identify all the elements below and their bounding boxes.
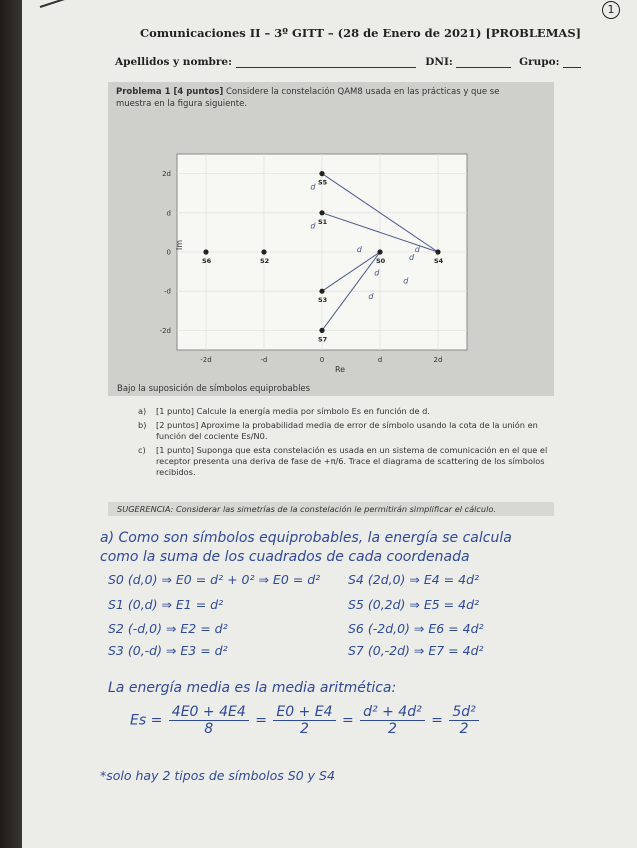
point-label: S6	[202, 257, 212, 265]
y-axis-label: Im	[175, 239, 184, 251]
point-label: S2	[260, 257, 270, 265]
y-tick-label: 2d	[162, 170, 171, 179]
handwritten-intro-2: como la suma de los cuadrados de cada coordenada	[100, 549, 470, 565]
formula-lhs: Es =	[130, 712, 163, 729]
dni-blank	[456, 57, 511, 68]
energy-s1: S1 (0,d) ⇒ E1 = d²	[108, 597, 224, 612]
handwritten-intro-1: a) Como son símbolos equiprobables, la energía se calcula	[100, 530, 512, 546]
problem-header	[116, 86, 536, 110]
mean-energy-formula	[130, 704, 481, 737]
point-label: S0	[376, 257, 386, 265]
energy-s0: S0 (d,0) ⇒ E0 = d² + 0² ⇒ E0 = d²	[108, 572, 321, 587]
problem-items	[138, 406, 558, 481]
energy-s7: S7 (0,-2d) ⇒ E7 = 4d²	[348, 643, 484, 658]
energy-s5: S5 (0,2d) ⇒ E5 = 4d²	[348, 597, 480, 612]
fraction-numerator: 5d²	[449, 704, 478, 721]
fraction-2	[273, 704, 335, 737]
equals-sign: =	[431, 712, 443, 729]
name-label: Apellidos y nombre:	[115, 56, 232, 68]
constellation-point	[319, 171, 324, 176]
item-text: [2 puntos] Aproxime la probabilidad media de error de símbolo usando la cota de la unión en función del cociente Es/N0.	[156, 420, 538, 441]
constellation-point	[203, 249, 208, 254]
x-tick-label: d	[377, 356, 383, 364]
fraction-1	[169, 704, 249, 737]
energy-s4: S4 (2d,0) ⇒ E4 = 4d²	[348, 572, 480, 587]
item-text: [1 punto] Suponga que esta constelación es usada en un sistema de comunicación en el que el receptor presenta una deriva de fase de +π/6. Trace el diagrama de scattering de los símbolos recibidos.	[156, 445, 548, 477]
x-tick-label: -2d	[200, 356, 212, 364]
fraction-numerator: d² + 4d²	[360, 704, 425, 721]
handwritten-d-label: d	[409, 252, 415, 262]
y-tick-label: -d	[164, 287, 171, 296]
constellation-point	[261, 249, 266, 254]
page-number: 1	[602, 1, 620, 19]
item-a	[138, 406, 558, 417]
fraction-4	[449, 704, 478, 737]
x-tick-label: 2d	[433, 356, 443, 364]
group-label: Grupo:	[519, 56, 560, 68]
constellation-point	[377, 249, 382, 254]
constellation-chart	[150, 150, 480, 380]
item-label: b)	[138, 420, 147, 430]
group-blank	[563, 57, 581, 68]
problem-statement: Considere la constelación QAM8 usada en las prácticas y que se muestra en la figura siguiente.	[116, 87, 500, 109]
energy-s2: S2 (-d,0) ⇒ E2 = d²	[108, 621, 228, 636]
constellation-point	[435, 249, 440, 254]
constellation-point	[319, 328, 324, 333]
equals-sign: =	[341, 712, 354, 729]
suggestion-text: SUGERENCIA: Considerar las simetrías de la constelación le permitirán simplificar el cálculo.	[117, 504, 496, 514]
handwritten-d-label: d	[414, 245, 420, 254]
handwritten-footnote: *solo hay 2 tipos de símbolos S0 y S4	[100, 768, 335, 783]
handwritten-d-label: d	[356, 245, 362, 254]
energy-s3: S3 (0,-d) ⇒ E3 = d²	[108, 643, 228, 658]
point-label: S3	[318, 296, 328, 305]
y-tick-label: -2d	[159, 326, 171, 335]
fraction-denominator: 2	[459, 721, 469, 737]
handwritten-d-label: d	[403, 276, 409, 286]
constellation-point	[319, 289, 324, 294]
point-label: S1	[318, 217, 328, 226]
handwritten-d-label: d	[310, 221, 316, 231]
handwritten-d-label: d	[374, 268, 380, 278]
item-c	[138, 445, 558, 478]
point-label: S4	[434, 257, 444, 265]
point-label: S7	[318, 335, 328, 344]
name-blank	[236, 57, 416, 68]
fraction-denominator: 2	[387, 721, 397, 737]
item-b	[138, 420, 558, 442]
x-tick-label: 0	[319, 356, 325, 364]
equals-sign: =	[255, 712, 267, 729]
mean-energy-text: La energía media es la media aritmética:	[108, 680, 397, 696]
background-edge	[0, 0, 22, 848]
exam-title: Comunicaciones II – 3º GITT – (28 de Enero de 2021) [PROBLEMAS]	[140, 26, 582, 40]
x-tick-label: -d	[260, 356, 268, 364]
fraction-numerator: 4E0 + 4E4	[169, 704, 249, 721]
fraction-denominator: 2	[299, 721, 309, 737]
handwritten-d-label: d	[368, 292, 374, 302]
handwritten-d-label: d	[310, 182, 316, 192]
x-axis-label: Re	[334, 365, 346, 374]
fraction-3	[360, 704, 425, 737]
item-label: c)	[138, 445, 146, 455]
item-label: a)	[138, 406, 147, 416]
dni-label: DNI:	[425, 56, 453, 68]
fraction-denominator: 8	[204, 721, 214, 737]
y-tick-label: d	[166, 209, 171, 218]
y-tick-label: 0	[166, 248, 171, 257]
point-label: S5	[318, 178, 328, 187]
constellation-point	[319, 210, 324, 215]
energy-s6: S6 (-2d,0) ⇒ E6 = 4d²	[348, 621, 484, 636]
student-fields	[115, 56, 581, 68]
problem-heading: Problema 1 [4 puntos]	[116, 87, 224, 97]
fraction-numerator: E0 + E4	[273, 704, 335, 721]
item-text: [1 punto] Calcule la energía media por símbolo Es en función de d.	[156, 406, 430, 416]
assumption-text: Bajo la suposición de símbolos equiprobables	[117, 384, 311, 394]
